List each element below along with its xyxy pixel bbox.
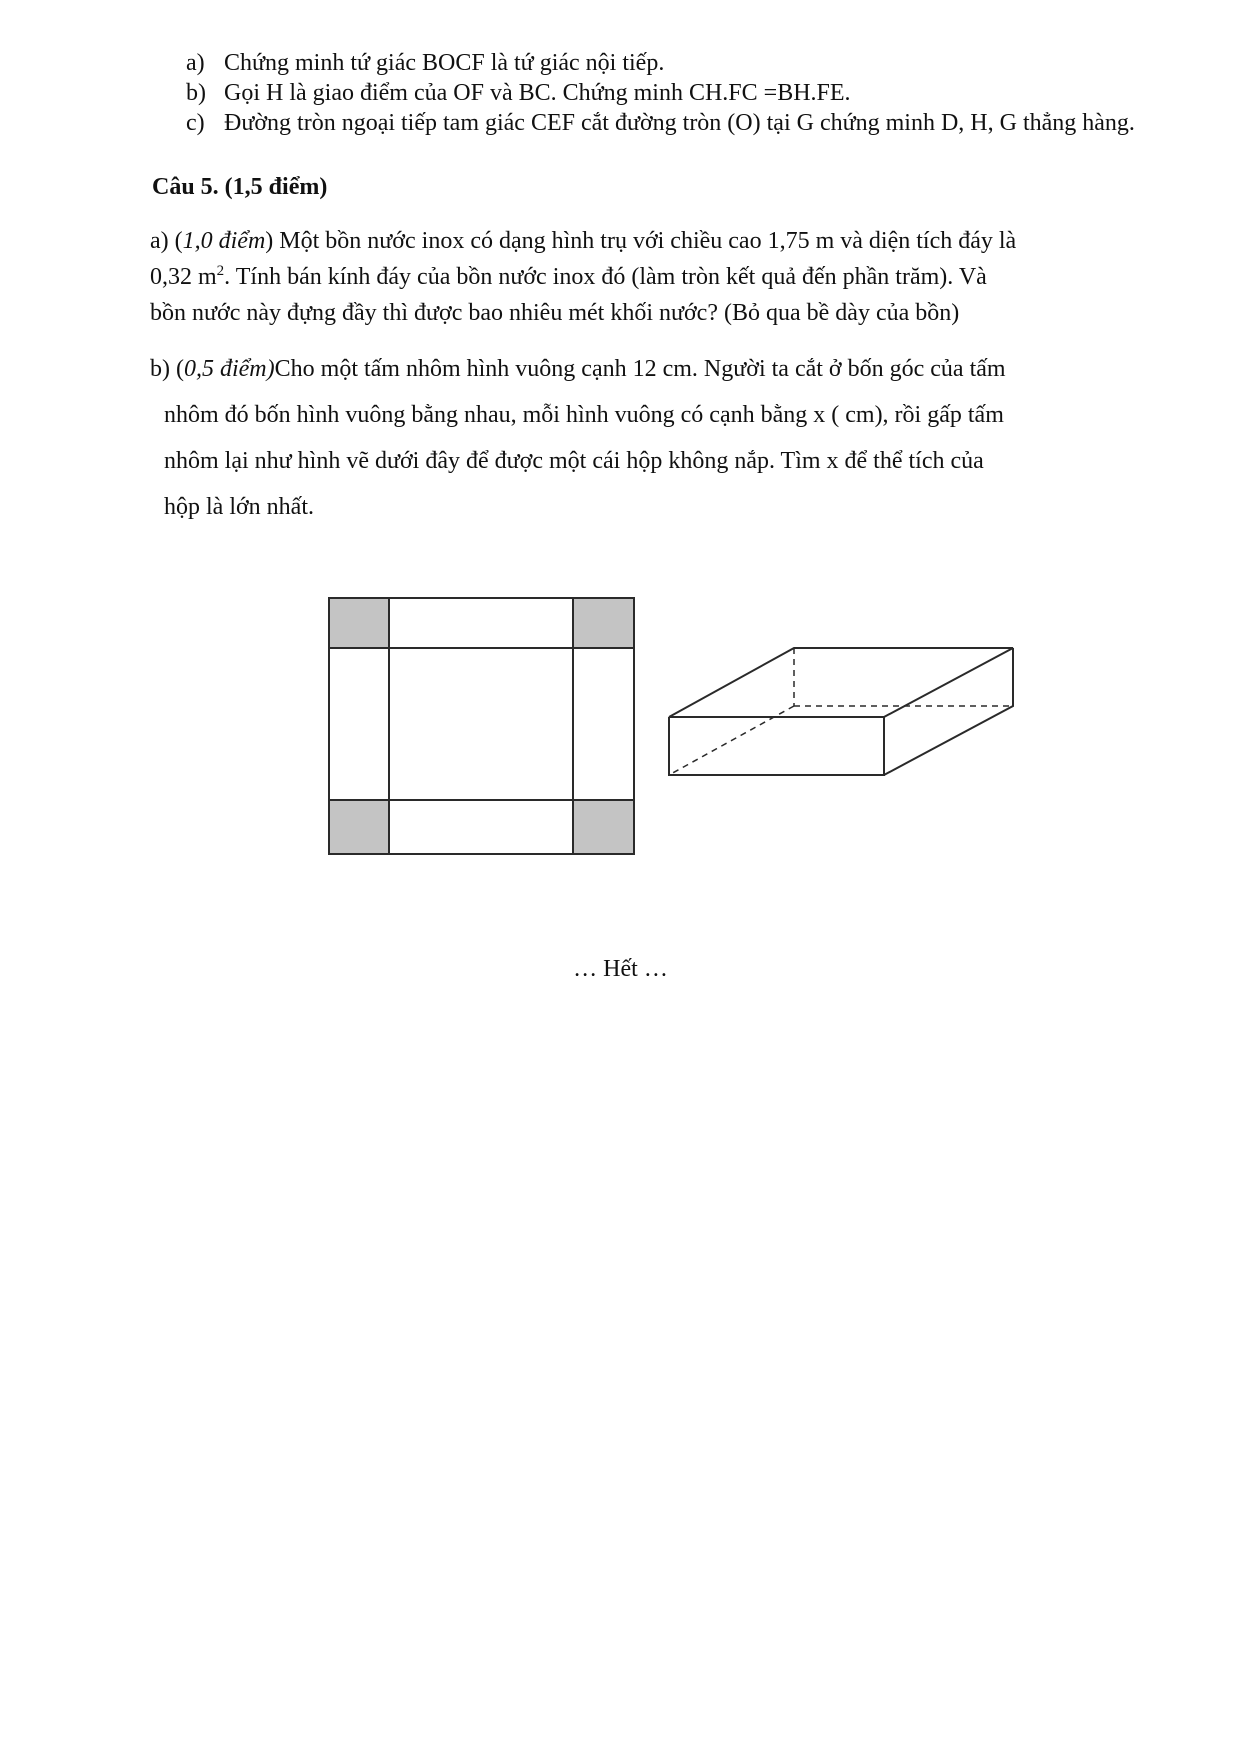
question5-title: Câu 5. (1,5 điểm) [152,174,328,200]
question4-subparts [186,48,1146,138]
corner-square-top-left [329,598,389,648]
part-a-area-exponent: 2 [216,263,225,279]
part-a-line1: ) Một bồn nước inox có dạng hình trụ với chiều cao 1,75 m và diện tích đáy là [265,228,1017,254]
corner-square-top-right [573,598,634,648]
subpart-a [186,48,1146,78]
subpart-b [186,78,1146,108]
subpart-letter: c) [186,110,205,136]
question5-part-a [150,223,1130,331]
subpart-text: Đường tròn ngoại tiếp tam giác CEF cắt đường tròn (O) tại G chứng minh D, H, G thẳng hàng. [224,110,1135,136]
subpart-letter: b) [186,80,206,106]
box-front-face [669,717,884,775]
part-b-points: 0,5 điểm) [183,356,275,382]
part-b-line3: nhôm lại như hình vẽ dưới đây để được một cái hộp không nắp. Tìm x để thể tích của [164,448,984,474]
part-a-line3: bồn nước này đựng đầy thì được bao nhiêu mét khối nước? (Bỏ qua bề dày của bồn) [150,300,960,326]
part-a-line2: . Tính bán kính đáy của bồn nước inox đó (làm tròn kết quả đến phần trăm). Và [224,264,987,290]
corner-square-bottom-left [329,800,389,854]
part-b-line4: hộp là lớn nhất. [164,494,314,520]
part-a-prefix: a) ( [150,228,183,254]
part-a-points: 1,0 điểm [182,228,266,254]
part-b-line1: Cho một tấm nhôm hình vuông cạnh 12 cm. Người ta cắt ở bốn góc của tấm [274,356,1006,382]
end-mark: … Hết … [573,956,668,982]
part-b-line2: nhôm đó bốn hình vuông bằng nhau, mỗi hình vuông có cạnh bằng x ( cm), rồi gấp tấm [164,402,1004,428]
subpart-text: Gọi H là giao điểm của OF và BC. Chứng minh CH.FC =BH.FE. [224,80,851,106]
subpart-text: Chứng minh tứ giác BOCF là tứ giác nội tiếp. [224,50,665,76]
question5-part-b [150,346,1130,530]
subpart-letter: a) [186,50,205,76]
open-box-figure [666,645,1026,785]
box-right-face [884,648,1013,775]
corner-square-bottom-right [573,800,634,854]
subpart-c [186,108,1146,138]
part-a-area-value: 0,32 m [150,264,217,290]
sheet-net-figure [327,596,637,856]
part-b-prefix: b) ( [150,356,184,382]
